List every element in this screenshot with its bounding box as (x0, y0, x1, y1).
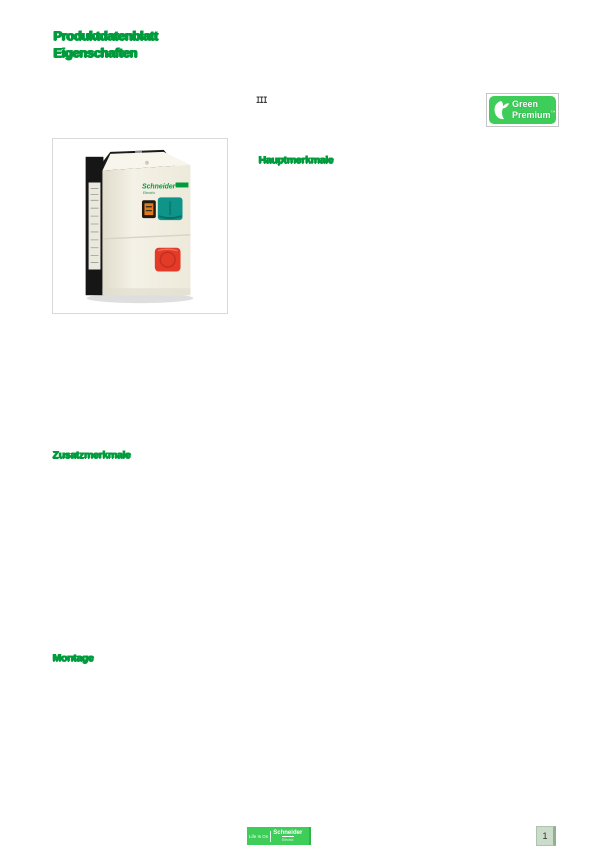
section-heading-mounting: Montage (52, 652, 94, 664)
section-heading-additional: Zusatzmerkmale (52, 449, 131, 461)
front-notch (145, 161, 149, 165)
schneider-brand-text: Schneider (273, 830, 303, 837)
device-brand-bar (176, 183, 189, 188)
schneider-wordmark (271, 830, 304, 842)
life-is-on-tagline: Life Is On (249, 833, 269, 839)
starter-device-illustration (53, 139, 227, 313)
device-brand-text: Schneider (141, 183, 176, 191)
leftover-text-fragment: III (256, 96, 267, 106)
page-title (53, 27, 157, 61)
green-premium-badge (486, 93, 559, 127)
schneider-footer-logo (247, 827, 311, 845)
device-bottom-shade (102, 288, 190, 295)
schneider-brand-subtext: Electric (282, 837, 294, 842)
green-premium-badge-inner (489, 96, 556, 124)
green-premium-word2: Premium (512, 110, 551, 120)
device-brand-subtext: Electric (142, 190, 156, 195)
leaf-icon (492, 99, 510, 121)
page-number-badge: 1 (536, 826, 556, 846)
trademark-symbol: ™ (550, 110, 556, 116)
stop-button (155, 248, 181, 272)
side-label (89, 183, 101, 270)
section-heading-main: Hauptmerkmale (258, 154, 333, 166)
page-title-line2: Eigenschaften (53, 45, 137, 60)
product-photo (52, 138, 228, 314)
indicator-window (144, 203, 153, 215)
green-premium-word1: Green (512, 98, 539, 109)
page-title-line1: Produktdatenblatt (53, 28, 158, 43)
green-premium-label (512, 100, 556, 121)
